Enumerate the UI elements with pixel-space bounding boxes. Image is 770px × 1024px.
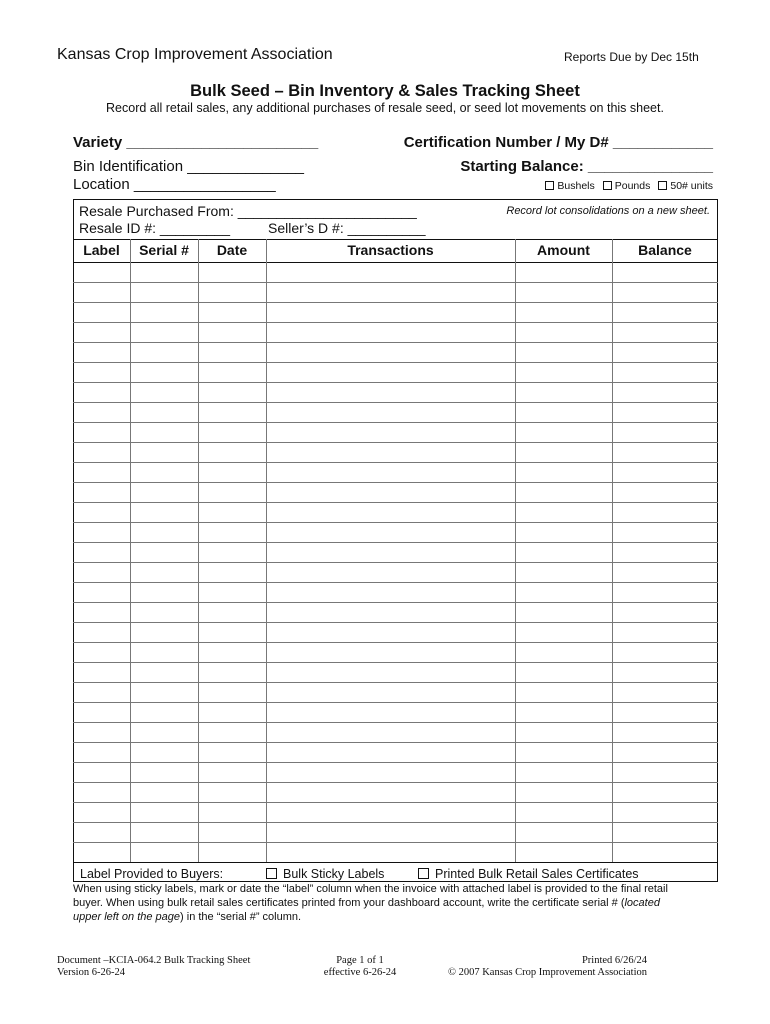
label-provided-label: Label Provided to Buyers: (80, 867, 224, 881)
table-cell[interactable] (131, 443, 198, 462)
table-cell[interactable] (74, 703, 130, 722)
table-cell[interactable] (267, 843, 515, 862)
checkbox-icon[interactable] (545, 181, 554, 190)
table-cell[interactable] (516, 603, 612, 622)
table-cell[interactable] (267, 443, 515, 462)
table-cell[interactable] (613, 843, 718, 862)
table-cell[interactable] (199, 483, 266, 502)
table-cell[interactable] (516, 563, 612, 582)
table-cell[interactable] (74, 623, 130, 642)
table-cell[interactable] (516, 683, 612, 702)
bin-id-field[interactable]: Bin Identification ______________ (73, 158, 305, 175)
table-cell[interactable] (613, 283, 718, 302)
variety-field[interactable]: Variety _______________________ (73, 134, 319, 151)
footer-document: Document –KCIA-064.2 Bulk Tracking Sheet (57, 955, 251, 966)
column-header: Serial # (139, 242, 189, 258)
table-cell[interactable] (74, 303, 130, 322)
table-cell[interactable] (516, 723, 612, 742)
table-cell[interactable] (199, 643, 266, 662)
table-cell[interactable] (267, 803, 515, 822)
table-cell[interactable] (267, 423, 515, 442)
checkbox-icon[interactable] (266, 868, 277, 879)
table-cell[interactable] (613, 443, 718, 462)
table-cell[interactable] (516, 503, 612, 522)
table-cell[interactable] (131, 783, 198, 802)
location-field[interactable]: Location _________________ (73, 176, 276, 193)
page-subtitle: Record all retail sales, any additional purchases of resale seed, or seed lot movements on this sheet. (106, 101, 664, 115)
table-cell[interactable] (613, 563, 718, 582)
table-cell[interactable] (74, 783, 130, 802)
table-cell[interactable] (131, 363, 198, 382)
consolidation-note: Record lot consolidations on a new sheet. (506, 205, 710, 217)
table-cell[interactable] (131, 263, 198, 282)
table-cell[interactable] (131, 423, 198, 442)
table-cell[interactable] (199, 343, 266, 362)
table-cell[interactable] (613, 503, 718, 522)
option-printed-certificates[interactable]: Printed Bulk Retail Sales Certificates (418, 867, 639, 881)
table-cell[interactable] (199, 843, 266, 862)
table-cell[interactable] (131, 763, 198, 782)
table-cell[interactable] (199, 763, 266, 782)
table-cell[interactable] (199, 563, 266, 582)
table-cell[interactable] (516, 763, 612, 782)
table-cell[interactable] (613, 523, 718, 542)
table-cell[interactable] (199, 363, 266, 382)
table-cell[interactable] (613, 803, 718, 822)
column-header: Transactions (347, 242, 434, 258)
table-cell[interactable] (131, 703, 198, 722)
table-cell[interactable] (516, 623, 612, 642)
table-cell[interactable] (267, 483, 515, 502)
table-cell[interactable] (199, 283, 266, 302)
table-cell[interactable] (131, 823, 198, 842)
table-cell[interactable] (199, 523, 266, 542)
table-cell[interactable] (74, 603, 130, 622)
table-cell[interactable] (74, 443, 130, 462)
footer-version: Version 6-26-24 (57, 967, 125, 978)
table-cell[interactable] (516, 443, 612, 462)
column-header: Date (216, 242, 248, 258)
table-cell[interactable] (199, 623, 266, 642)
table-cell[interactable] (131, 723, 198, 742)
table-cell[interactable] (267, 523, 515, 542)
table-cell[interactable] (131, 663, 198, 682)
table-cell[interactable] (516, 423, 612, 442)
table-cell[interactable] (199, 723, 266, 742)
table-cell[interactable] (74, 823, 130, 842)
table-cell[interactable] (131, 543, 198, 562)
table-cell[interactable] (199, 503, 266, 522)
checkbox-icon[interactable] (418, 868, 429, 879)
column-header: Label (83, 242, 120, 258)
table-cell[interactable] (131, 283, 198, 302)
table-cell[interactable] (131, 643, 198, 662)
grid-line-horizontal (73, 862, 718, 863)
table-cell[interactable] (267, 303, 515, 322)
table-cell[interactable] (516, 323, 612, 342)
table-cell[interactable] (516, 263, 612, 282)
table-cell[interactable] (516, 523, 612, 542)
table-cell[interactable] (131, 743, 198, 762)
table-cell[interactable] (613, 723, 718, 742)
table-cell[interactable] (131, 683, 198, 702)
table-cell[interactable] (516, 783, 612, 802)
table-cell[interactable] (131, 803, 198, 822)
table-cell[interactable] (613, 383, 718, 402)
table-cell[interactable] (613, 663, 718, 682)
table-cell[interactable] (74, 283, 130, 302)
table-cell[interactable] (199, 583, 266, 602)
table-cell[interactable] (131, 383, 198, 402)
column-header: Balance (638, 242, 692, 258)
table-cell[interactable] (74, 363, 130, 382)
checkbox-icon[interactable] (603, 181, 612, 190)
table-cell[interactable] (267, 583, 515, 602)
table-cell[interactable] (516, 643, 612, 662)
table-cell[interactable] (131, 523, 198, 542)
table-cell[interactable] (613, 623, 718, 642)
page-title: Bulk Seed – Bin Inventory & Sales Tracking Sheet (190, 82, 580, 100)
certification-field[interactable]: Certification Number / My D# ____________ (403, 134, 713, 151)
table-cell[interactable] (131, 303, 198, 322)
footer-printed: Printed 6/26/24 (581, 955, 647, 966)
table-cell[interactable] (267, 343, 515, 362)
table-cell[interactable] (516, 543, 612, 562)
table-cell[interactable] (613, 423, 718, 442)
table-cell[interactable] (267, 763, 515, 782)
table-cell[interactable] (74, 583, 130, 602)
table-cell[interactable] (74, 743, 130, 762)
table-cell[interactable] (267, 703, 515, 722)
table-cell[interactable] (74, 523, 130, 542)
table-cell[interactable] (516, 843, 612, 862)
instructions-line-1: When using sticky labels, mark or date the “label” column when the invoice with attached label is provided to the final retail (73, 883, 668, 895)
starting-balance-field[interactable]: Starting Balance: _______________ (460, 158, 713, 175)
table-cell[interactable] (613, 743, 718, 762)
table-cell[interactable] (199, 303, 266, 322)
table-cell[interactable] (516, 663, 612, 682)
table-cell[interactable] (267, 783, 515, 802)
table-cell[interactable] (267, 503, 515, 522)
instructions-line-3: upper left on the page) in the “serial #” column. (73, 911, 302, 923)
table-cell[interactable] (267, 323, 515, 342)
unit-option-50lb[interactable]: 50# units (658, 180, 713, 192)
instructions-line-2: buyer. When using bulk retail sales certificates printed from your dashboard account, write the certificate serial # (located (73, 897, 660, 909)
table-cell[interactable] (267, 383, 515, 402)
table-cell[interactable] (131, 483, 198, 502)
table-cell[interactable] (74, 343, 130, 362)
table-cell[interactable] (613, 543, 718, 562)
table-cell[interactable] (74, 723, 130, 742)
table-cell[interactable] (131, 463, 198, 482)
table-cell[interactable] (267, 283, 515, 302)
table-cell[interactable] (613, 403, 718, 422)
table-cell[interactable] (516, 343, 612, 362)
seller-d-field[interactable]: Seller’s D #: __________ (268, 220, 426, 236)
table-cell[interactable] (516, 303, 612, 322)
table-cell[interactable] (267, 463, 515, 482)
table-cell[interactable] (267, 683, 515, 702)
unit-option-pounds[interactable]: Pounds (603, 180, 651, 192)
table-cell[interactable] (613, 263, 718, 282)
table-cell[interactable] (74, 403, 130, 422)
table-cell[interactable] (131, 603, 198, 622)
table-cell[interactable] (74, 263, 130, 282)
footer-page: Page 1 of 1 (336, 955, 384, 966)
footer-copyright: © 2007 Kansas Crop Improvement Association (448, 967, 647, 978)
table-cell[interactable] (267, 403, 515, 422)
table-cell[interactable] (199, 663, 266, 682)
table-cell[interactable] (199, 263, 266, 282)
table-cell[interactable] (516, 823, 612, 842)
table-cell[interactable] (613, 483, 718, 502)
table-cell[interactable] (199, 403, 266, 422)
table-cell[interactable] (267, 643, 515, 662)
resale-purchased-from-field[interactable]: Resale Purchased From: _______________________ (79, 203, 417, 219)
table-cell[interactable] (199, 603, 266, 622)
table-cell[interactable] (613, 323, 718, 342)
table-cell[interactable] (131, 343, 198, 362)
checkbox-icon[interactable] (658, 181, 667, 190)
table-cell[interactable] (74, 323, 130, 342)
option-bulk-sticky-labels[interactable]: Bulk Sticky Labels (266, 867, 384, 881)
table-cell[interactable] (74, 543, 130, 562)
table-cell[interactable] (516, 483, 612, 502)
table-cell[interactable] (516, 703, 612, 722)
table-cell[interactable] (74, 803, 130, 822)
table-cell[interactable] (74, 843, 130, 862)
table-cell[interactable] (199, 683, 266, 702)
table-cell[interactable] (267, 543, 515, 562)
table-cell[interactable] (74, 423, 130, 442)
table-cell[interactable] (613, 763, 718, 782)
table-cell[interactable] (613, 603, 718, 622)
grid-line-horizontal (73, 239, 718, 240)
table-cell[interactable] (613, 683, 718, 702)
column-header: Amount (537, 242, 590, 258)
table-cell[interactable] (613, 463, 718, 482)
table-cell[interactable] (267, 723, 515, 742)
table-cell[interactable] (267, 663, 515, 682)
table-cell[interactable] (267, 623, 515, 642)
organization-name: Kansas Crop Improvement Association (57, 46, 333, 63)
table-cell[interactable] (199, 443, 266, 462)
table-cell[interactable] (199, 323, 266, 342)
table-cell[interactable] (267, 563, 515, 582)
table-cell[interactable] (516, 583, 612, 602)
table-cell[interactable] (131, 563, 198, 582)
table-cell[interactable] (131, 403, 198, 422)
table-cell[interactable] (74, 763, 130, 782)
table-cell[interactable] (74, 503, 130, 522)
table-cell[interactable] (199, 543, 266, 562)
table-cell[interactable] (74, 463, 130, 482)
table-cell[interactable] (131, 323, 198, 342)
table-cell[interactable] (613, 583, 718, 602)
table-cell[interactable] (613, 703, 718, 722)
table-cell[interactable] (516, 743, 612, 762)
table-cell[interactable] (613, 343, 718, 362)
table-cell[interactable] (74, 663, 130, 682)
table-cell[interactable] (74, 683, 130, 702)
table-cell[interactable] (74, 643, 130, 662)
table-cell[interactable] (267, 743, 515, 762)
table-cell[interactable] (74, 383, 130, 402)
table-cell[interactable] (199, 383, 266, 402)
table-cell[interactable] (613, 643, 718, 662)
table-cell[interactable] (199, 703, 266, 722)
reports-due-note: Reports Due by Dec 15th (564, 50, 699, 64)
table-cell[interactable] (199, 463, 266, 482)
table-cell[interactable] (131, 623, 198, 642)
resale-id-field[interactable]: Resale ID #: _________ (79, 220, 230, 236)
table-cell[interactable] (267, 823, 515, 842)
table-cell[interactable] (267, 363, 515, 382)
table-cell[interactable] (199, 823, 266, 842)
table-cell[interactable] (74, 563, 130, 582)
table-cell[interactable] (516, 283, 612, 302)
table-cell[interactable] (199, 423, 266, 442)
table-cell[interactable] (516, 463, 612, 482)
table-cell[interactable] (131, 583, 198, 602)
table-cell[interactable] (516, 383, 612, 402)
table-cell[interactable] (613, 823, 718, 842)
unit-option-bushels[interactable]: Bushels (545, 180, 594, 192)
table-cell[interactable] (613, 783, 718, 802)
table-cell[interactable] (131, 843, 198, 862)
table-cell[interactable] (516, 803, 612, 822)
table-cell[interactable] (74, 483, 130, 502)
table-cell[interactable] (613, 303, 718, 322)
table-cell[interactable] (613, 363, 718, 382)
units-options (545, 180, 713, 192)
table-cell[interactable] (199, 783, 266, 802)
table-cell[interactable] (267, 603, 515, 622)
table-cell[interactable] (516, 363, 612, 382)
footer-effective: effective 6-26-24 (323, 967, 397, 978)
table-cell[interactable] (131, 503, 198, 522)
table-cell[interactable] (199, 743, 266, 762)
table-cell[interactable] (267, 263, 515, 282)
table-cell[interactable] (199, 803, 266, 822)
table-cell[interactable] (516, 403, 612, 422)
